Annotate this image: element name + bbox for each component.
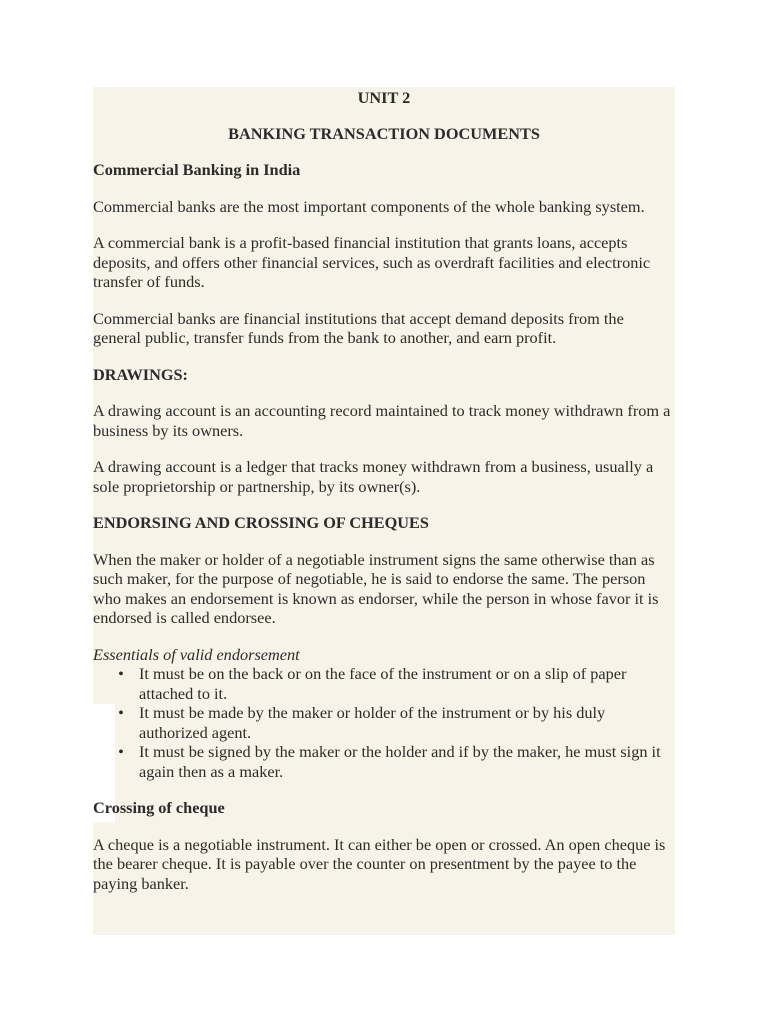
unit-number: UNIT 2 <box>357 88 411 107</box>
paragraph: When the maker or holder of a negotiable instrument signs the same otherwise than as such maker, for the purpose of negotiable, he is said to endorse the same. The person who makes an endorsement is known as endorser, while the person in whose favor it is endorsed is called endorsee. <box>93 549 659 627</box>
document-title: BANKING TRANSACTION DOCUMENTS <box>228 123 540 143</box>
paragraph: A commercial bank is a profit-based financial institution that grants loans, accepts deposits, and offers other financial services, such as overdraft facilities and electronic transfer of funds. <box>93 233 651 291</box>
section-heading-endorsing: ENDORSING AND CROSSING OF CHEQUES <box>93 513 429 532</box>
paragraph: Commercial banks are financial institutions that accept demand deposits from the general public, transfer funds from the bank to another, and earn profit. <box>93 308 624 347</box>
list-item-text: It must be on the back or on the face of the instrument or on a slip of paper attached to it. <box>139 664 627 703</box>
document-content <box>93 87 675 893</box>
list-item <box>93 703 675 742</box>
bullet-icon: • <box>118 742 124 761</box>
section-heading-commercial-banking: Commercial Banking in India <box>93 160 301 179</box>
section-heading-drawings: DRAWINGS: <box>93 364 188 384</box>
paragraph: A cheque is a negotiable instrument. It can either be open or crossed. An open cheque is the bearer cheque. It is payable over the counter on presentment by the payee to the paying banker. <box>93 834 666 893</box>
bullet-icon: • <box>118 703 124 722</box>
list-item-text: It must be made by the maker or holder of the instrument or by his duly authorized agent. <box>139 703 606 742</box>
list-item-text: It must be signed by the maker or the holder and if by the maker, he must sign it again then as a maker. <box>139 742 661 781</box>
paragraph: A drawing account is an accounting record maintained to track money withdrawn from a business by its owners. <box>93 401 671 440</box>
bullet-list <box>93 664 675 781</box>
paragraph: A drawing account is a ledger that tracks money withdrawn from a business, usually a sole proprietorship or partnership, by its owner(s). <box>93 457 654 496</box>
list-item <box>93 664 675 703</box>
subheading-essentials: Essentials of valid endorsement <box>93 644 300 664</box>
section-heading-crossing: Crossing of cheque <box>93 798 225 817</box>
list-item <box>93 742 675 781</box>
bullet-icon: • <box>118 664 124 683</box>
paragraph: Commercial banks are the most important components of the whole banking system. <box>93 196 645 216</box>
